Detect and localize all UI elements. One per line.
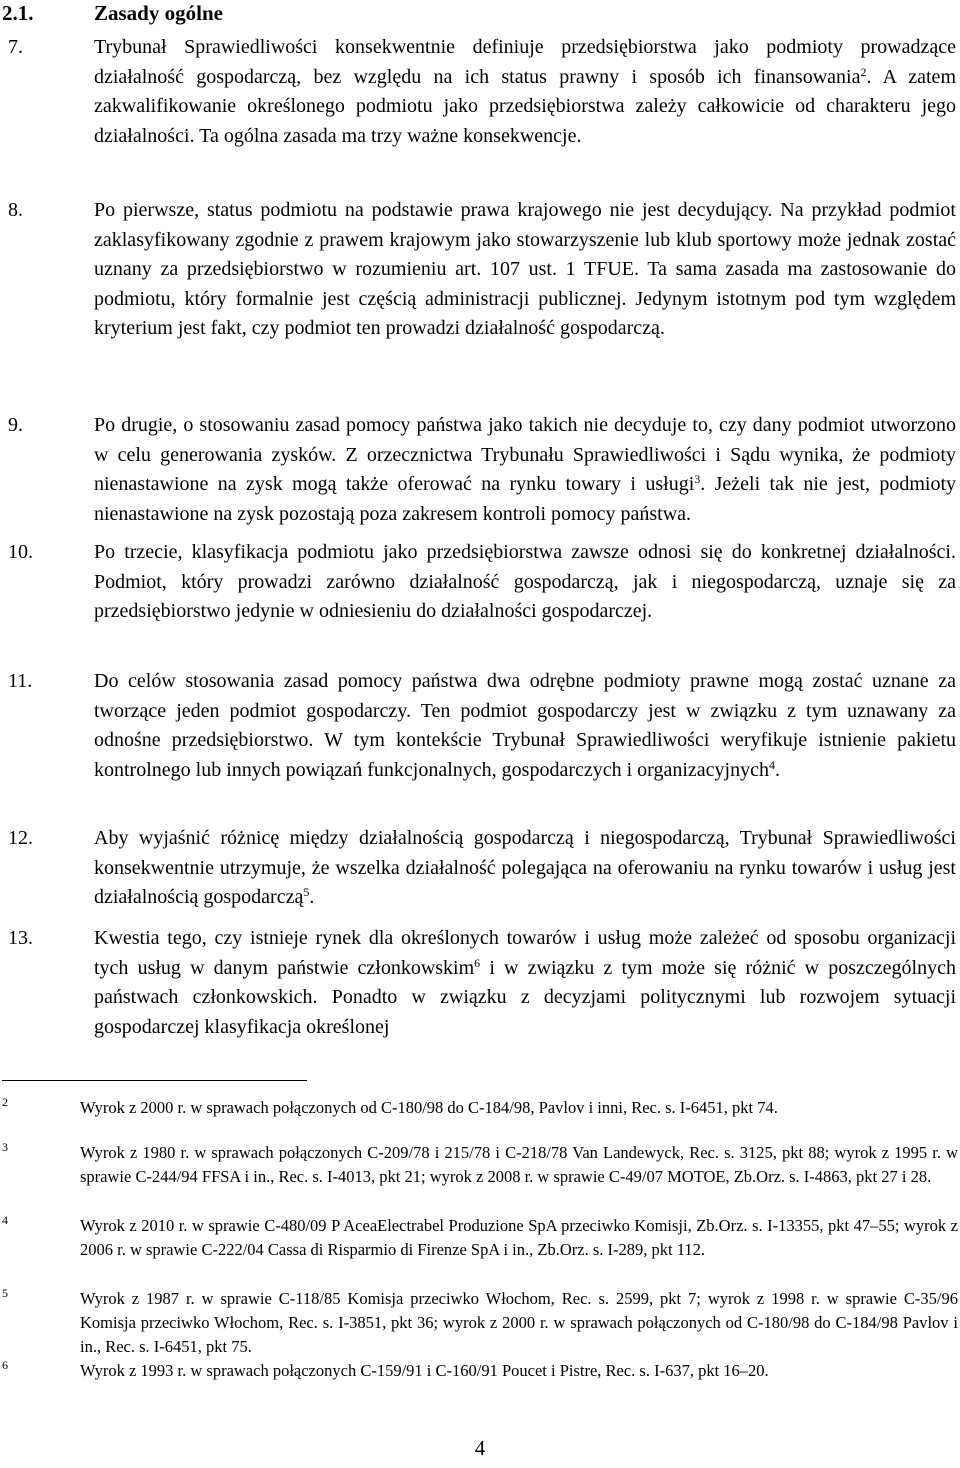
paragraph-text: Do celów stosowania zasad pomocy państwa dwa odrębne podmioty prawne mogą zostać uznane za tworzące jeden podmiot gospodarczy. Ten podmiot gospodarczy jest w związku z tym uznawany za odnośne przedsiębiorstwo. W tym kontekście Trybunał Sprawiedliwości weryfikuje istnienie pakietu kontrolnego lub innych powiązań funkcjonalnych, gospodarczych i organizacyjnych$^4$. (94, 670, 956, 781)
paragraph-text: Aby wyjaśnić różnicę między działalnością gospodarczą i niegospodarczą, Trybunał Sprawiedliwości konsekwentnie utrzymuje, że wszelka działalność polegająca na oferowaniu na rynku towarów i usług jest działalnością gospodarczą$^5$. (94, 827, 956, 908)
footnote (0, 1287, 958, 1359)
paragraph-number: 10. (8, 541, 33, 563)
footnote (0, 1141, 958, 1189)
paragraph (0, 824, 956, 913)
paragraph-number: 13. (8, 927, 33, 949)
paragraph-text: Kwestia tego, czy istnieje rynek dla określonych towarów i usług może zależeć od sposobu organizacji tych usług w danym państwie członkowskim$^6$ i w związku z tym może się różnić w poszczególnych państwach członkowskich. Ponadto w związku z decyzjami politycznymi lub rozwojem sytuacji gospodarczej klasyfikacja określonej (94, 927, 956, 1038)
footnote-ref[interactable]: 3 (694, 472, 701, 486)
footnote-number: 4 (2, 1213, 8, 1227)
footnote-text: Wyrok z 1993 r. w sprawach połączonych C-159/91 i C-160/91 Poucet i Pistre, Rec. s. I-637, pkt 16–20. (80, 1361, 769, 1380)
paragraph-number: 8. (8, 199, 23, 221)
footnote-ref[interactable]: 4 (768, 757, 775, 772)
footnote (0, 1214, 958, 1262)
paragraph-number: 11. (8, 670, 33, 692)
footnote-separator (2, 1080, 307, 1081)
section-heading (2, 0, 223, 26)
footnote-number: 5 (2, 1286, 8, 1300)
page-number: 4 (474, 1436, 486, 1460)
footnote-text: Wyrok z 2000 r. w sprawach połączonych od C-180/98 do C-184/98, Pavlov i inni, Rec. s. I-6451, pkt 74. (80, 1098, 778, 1117)
paragraph-text: Po trzecie, klasyfikacja podmiotu jako przedsiębiorstwa zawsze odnosi się do konkretnej działalności. Podmiot, który prowadzi zarówno działalność gospodarczą, jak i niegospodarczą, uznaje się za przedsiębiorstwo jedynie w odniesieniu do działalności gospodarczej. (94, 541, 956, 622)
paragraph-number: 7. (8, 36, 23, 58)
paragraph-text: Po pierwsze, status podmiotu na podstawie prawa krajowego nie jest decydujący. Na przykład podmiot zaklasyfikowany zgodnie z prawem krajowym jako stowarzyszenie lub klub sportowy może jednak zostać uznany za przedsiębiorstwo w rozumieniu art. 107 ust. 1 TFUE. Ta sama zasada ma zastosowanie do podmiotu, który formalnie jest częścią administracji publicznej. Jedynym istotnym pod tym względem kryterium jest fakt, czy podmiot ten prowadzi działalność gospodarczą. (94, 199, 956, 339)
footnote (0, 1096, 958, 1120)
paragraph (0, 411, 956, 529)
paragraph-text: Trybunał Sprawiedliwości konsekwentnie definiuje przedsiębiorstwa jako podmioty prowadzące działalność gospodarczą, bez względu na ich status prawny i sposób ich finansowania$^2$. A zatem zakwalifikowanie określonego podmiotu jako przedsiębiorstwa zależy całkowicie od charakteru jego działalności. Ta ogólna zasada ma trzy ważne konsekwencje. (94, 36, 956, 147)
section-number: 2.1. (2, 1, 34, 25)
section-title: Zasady ogólne (94, 1, 223, 25)
footnote-number: 6 (2, 1358, 8, 1372)
footnote-text: Wyrok z 1987 r. w sprawie C-118/85 Komisja przeciwko Włochom, Rec. s. 2599, pkt 7; wyrok z 1998 r. w sprawie C-35/96 Komisja przeciwko Włochom, Rec. s. I-3851, pkt 36; wyrok z 2000 r. w sprawach połączonych od C-180/98 do C-184/98 Pavlov i in., Rec. s. I-6451, pkt 75. (80, 1289, 958, 1356)
paragraph (0, 667, 956, 785)
paragraph-text: Po drugie, o stosowaniu zasad pomocy państwa jako takich nie decyduje to, czy dany podmiot utworzono w celu generowania zysków. Z orzecznictwa Trybunału Sprawiedliwości i Sądu wynika, że podmioty nienastawione na zysk mogą także oferować na rynku towary i usługi$^3$. Jeżeli tak nie jest, podmioty nienastawione na zysk pozostają poza zakresem kontroli pomocy państwa. (94, 414, 956, 525)
paragraph-number: 12. (8, 827, 33, 849)
footnote-text: Wyrok z 2010 r. w sprawie C-480/09 P AceaElectrabel Produzione SpA przeciwko Komisji, Zb.Orz. s. I-13355, pkt 47–55; wyrok z 2006 r. w sprawie C-222/04 Cassa di Risparmio di Firenze SpA i in., Zb.Orz. s. I-289, pkt 112. (80, 1216, 958, 1259)
paragraph (0, 924, 956, 1042)
footnote-text: Wyrok z 1980 r. w sprawach połączonych C-209/78 i 215/78 i C-218/78 Van Landewyck, Rec. s. 3125, pkt 88; wyrok z 1995 r. w sprawie C-244/94 FFSA i in., Rec. s. I-4013, pkt 21; wyrok z 2008 r. w sprawie C-49/07 MOTOE, Zb.Orz. s. I-4863, pkt 27 i 28. (80, 1143, 958, 1186)
footnote-number: 3 (2, 1140, 8, 1154)
footnote-number: 2 (2, 1095, 8, 1109)
footnote-ref[interactable]: 6 (474, 955, 481, 970)
paragraph (0, 33, 956, 151)
footnote-ref[interactable]: 5 (303, 885, 310, 899)
paragraph (0, 196, 956, 344)
paragraph-number: 9. (8, 414, 23, 436)
paragraph (0, 538, 956, 627)
footnote-ref[interactable]: 2 (860, 64, 867, 79)
footnote (0, 1359, 958, 1383)
